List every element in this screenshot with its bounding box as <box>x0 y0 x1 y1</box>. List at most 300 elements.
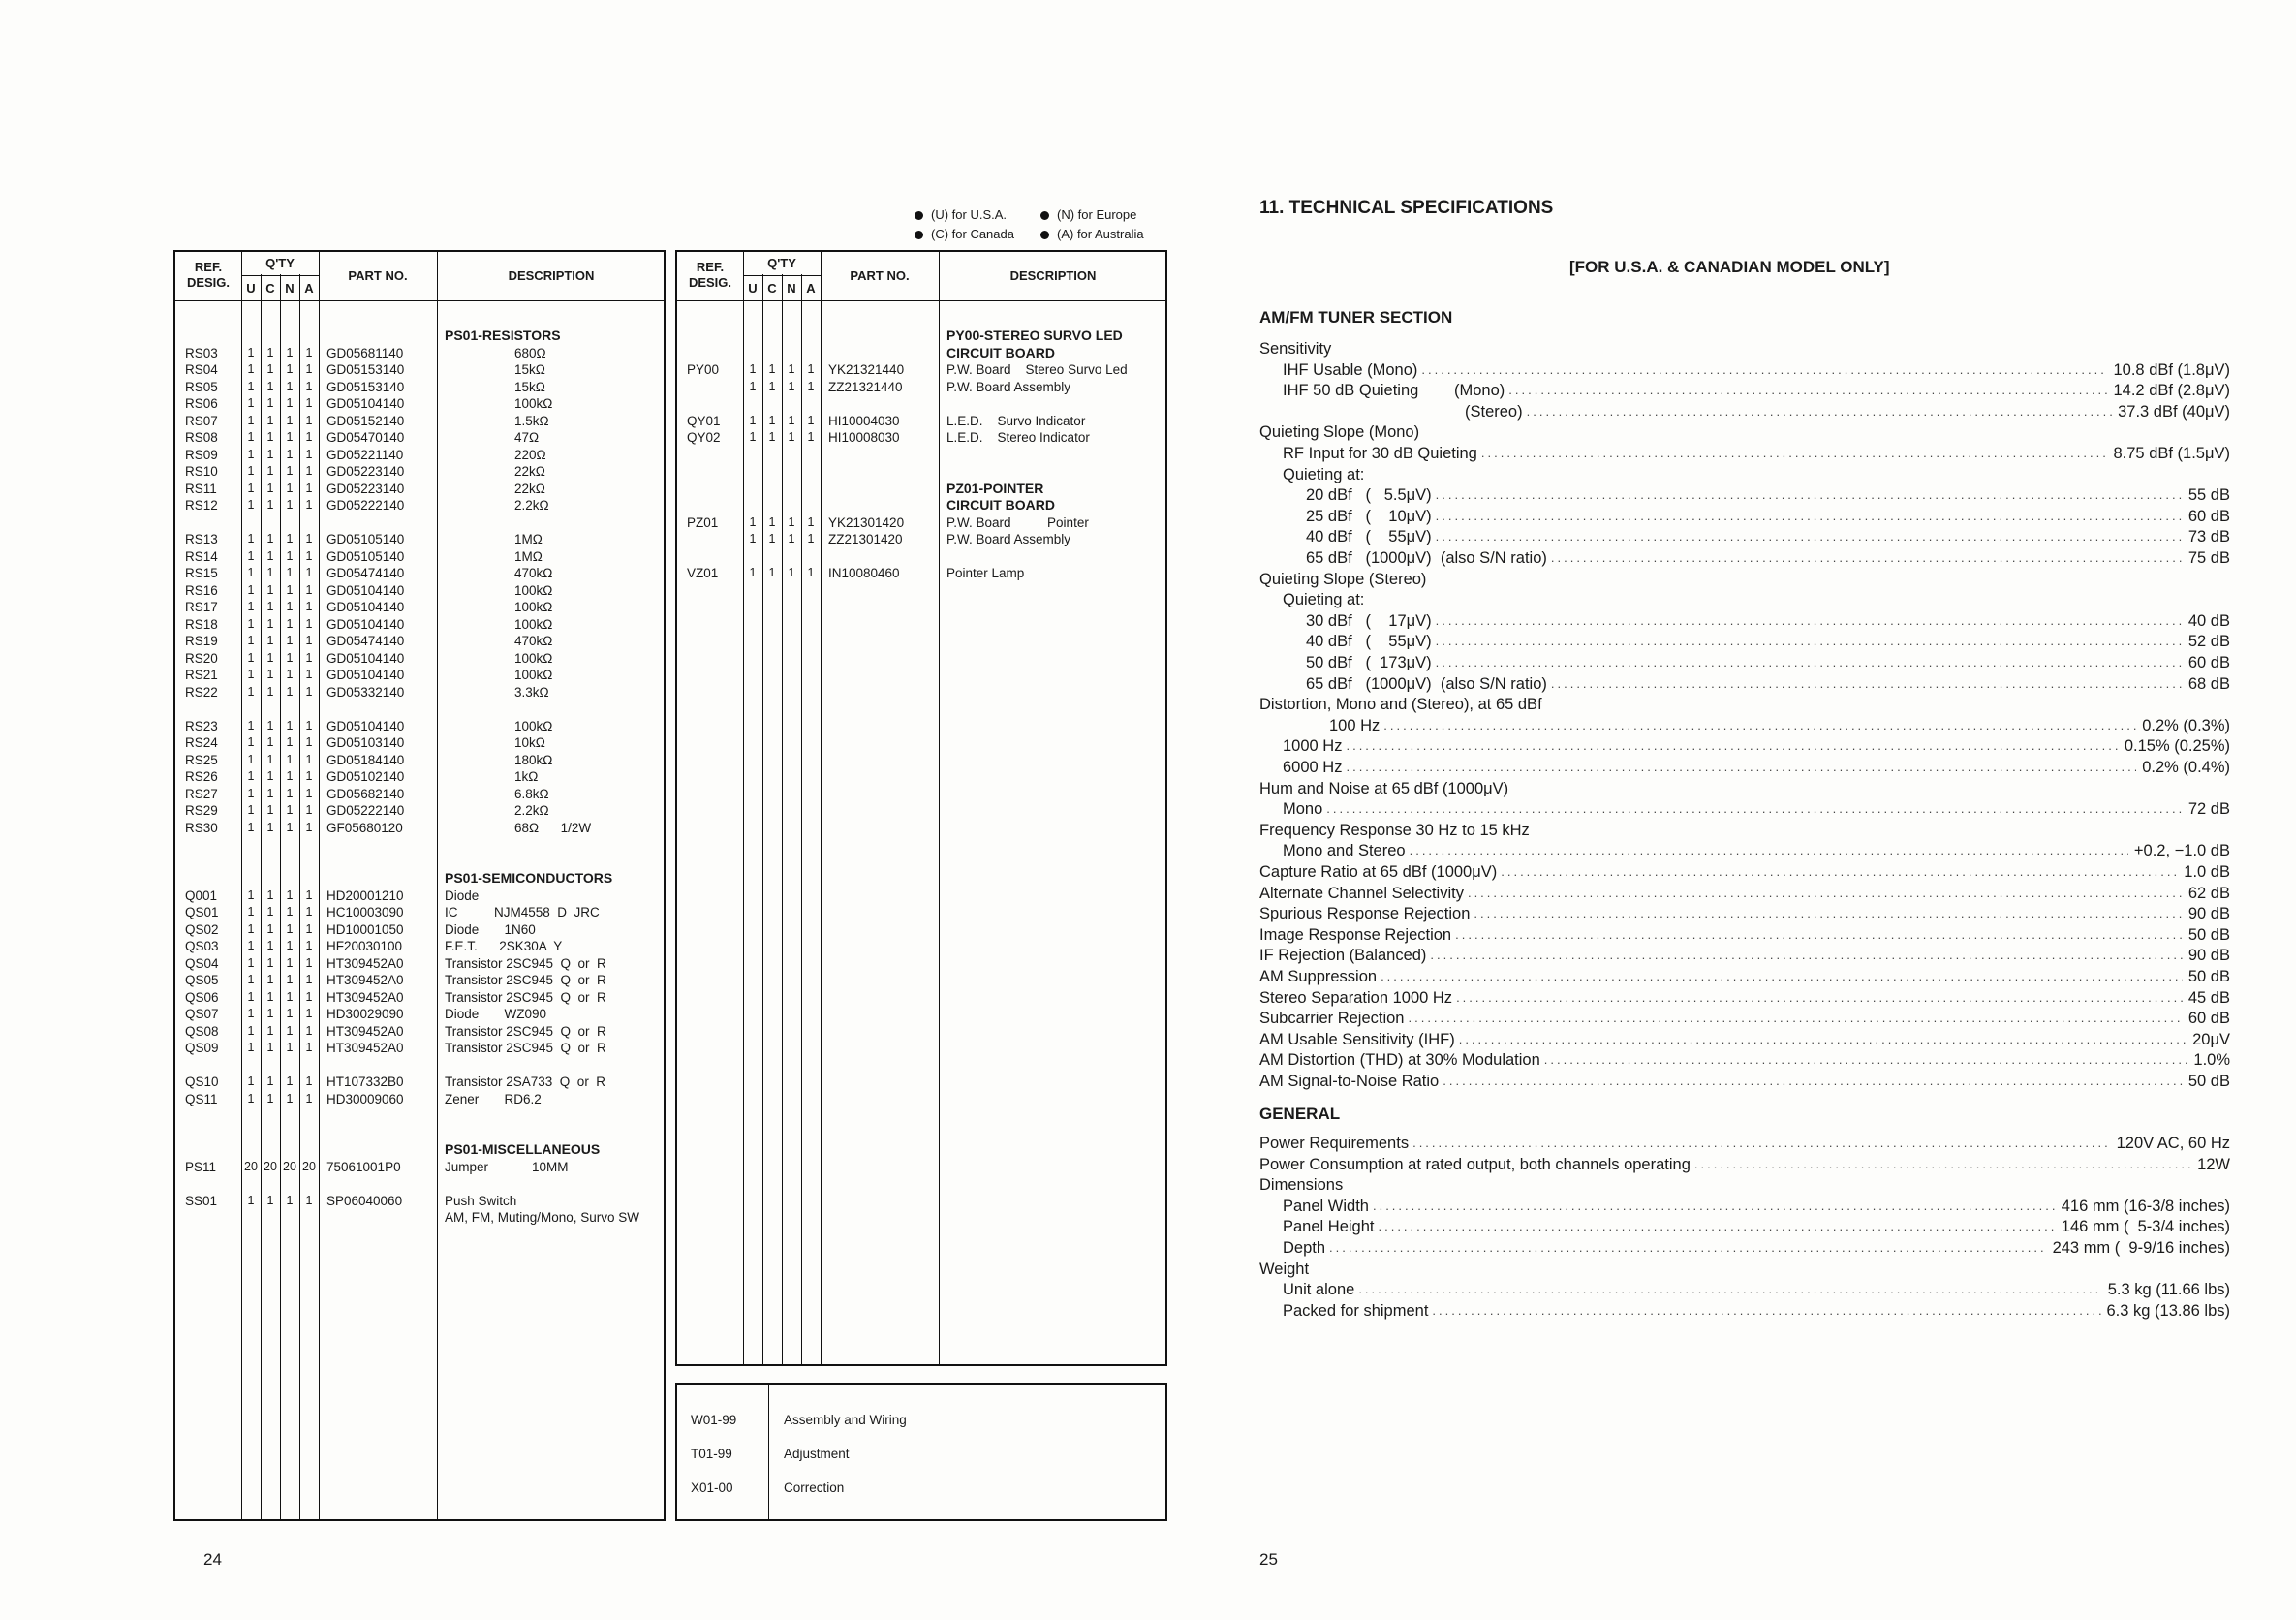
qty-value: 1 <box>305 548 313 563</box>
part-number: HI10004030 <box>828 413 900 428</box>
misc-box <box>675 1383 1167 1521</box>
ref-desig: QS06 <box>185 989 219 1005</box>
qty-value: 1 <box>247 1041 255 1054</box>
header-description: DESCRIPTION <box>1009 268 1097 283</box>
ref-desig: RS22 <box>185 684 218 700</box>
spec-label: Unit alone <box>1283 1281 1355 1299</box>
part-description: 180kΩ <box>514 752 553 767</box>
leader-dots <box>1381 967 2183 986</box>
spec-label: Dimensions <box>1259 1176 1344 1195</box>
spec-label: Depth <box>1283 1239 1326 1257</box>
qty-value: 1 <box>305 1091 313 1106</box>
part-number: GD05223140 <box>326 481 405 496</box>
qty-value: 1 <box>266 905 274 919</box>
spec-title: 11. TECHNICAL SPECIFICATIONS <box>1259 198 1554 218</box>
qty-value: 1 <box>305 820 313 834</box>
spec-subtitle: [FOR U.S.A. & CANADIAN MODEL ONLY] <box>1569 258 1890 276</box>
qty-value: 1 <box>266 345 274 359</box>
part-number: GD05221140 <box>326 447 404 462</box>
part-description: Zener RD6.2 <box>445 1091 542 1106</box>
part-description: 6.8kΩ <box>514 786 549 801</box>
part-number: HF20030100 <box>326 939 403 953</box>
qty-value: 1 <box>266 955 274 970</box>
leader-dots <box>1373 1197 2056 1216</box>
ref-desig: QS01 <box>185 905 219 919</box>
ref-desig: RS26 <box>185 769 218 784</box>
qty-value: 1 <box>768 566 776 579</box>
qty-value: 1 <box>266 888 274 902</box>
qty-value: 1 <box>286 668 294 681</box>
part-number: GD05104140 <box>326 668 405 682</box>
leader-dots <box>1443 1072 2183 1091</box>
spec-label: Mono and Stereo <box>1283 842 1406 860</box>
spec-label: 6000 Hz <box>1283 759 1343 776</box>
qty-value: 1 <box>305 921 313 936</box>
leader-dots <box>1551 674 2183 694</box>
ref-desig: RS30 <box>185 820 218 835</box>
spec-line <box>1259 548 2230 568</box>
qty-value: 1 <box>305 566 313 579</box>
bullet-icon <box>1040 211 1049 220</box>
part-description: 1.5kΩ <box>514 413 549 428</box>
ref-desig: RS13 <box>185 532 218 546</box>
qty-value: 1 <box>305 362 313 376</box>
leader-dots <box>1410 841 2128 860</box>
misc-desc: Adjustment <box>784 1447 850 1461</box>
qty-value: 1 <box>768 514 776 529</box>
qty-value: 1 <box>286 430 294 444</box>
spec-label: Quieting Slope (Mono) <box>1259 423 1420 442</box>
part-description: 100kΩ <box>514 718 553 733</box>
misc-code: X01-00 <box>691 1480 733 1495</box>
part-number: GD05105140 <box>326 532 405 546</box>
parts-table-right <box>675 250 1167 1366</box>
spec-label: (Stereo) <box>1465 402 1523 421</box>
qty-value: 1 <box>266 668 274 681</box>
part-description: 220Ω <box>514 447 546 462</box>
spec-label: Weight <box>1259 1260 1310 1278</box>
qty-value: 1 <box>266 769 274 783</box>
spec-value: 55 dB <box>2187 486 2230 505</box>
part-description: 15kΩ <box>514 362 545 377</box>
qty-value: 1 <box>266 498 274 512</box>
part-number: HC10003090 <box>326 905 404 919</box>
qty-value: 1 <box>305 481 313 495</box>
bullet-icon <box>915 231 923 239</box>
qty-value: 1 <box>749 413 757 427</box>
spec-line <box>1259 1072 2230 1091</box>
part-description: L.E.D. Survo Indicator <box>946 413 1086 428</box>
spec-line <box>1259 946 2230 965</box>
spec-label: Quieting at: <box>1283 465 1365 483</box>
qty-value: 1 <box>768 413 776 427</box>
header-qty-a: A <box>304 281 314 296</box>
spec-label: AM Suppression <box>1259 968 1378 985</box>
spec-line <box>1259 988 2230 1008</box>
part-number: GD05152140 <box>326 413 405 428</box>
spec-value: 90 dB <box>2187 905 2230 923</box>
part-description: Jumper 10MM <box>445 1159 569 1174</box>
qty-value: 1 <box>247 616 255 631</box>
qty-value: 1 <box>247 735 255 749</box>
part-description: 100kΩ <box>514 668 553 682</box>
qty-value: 1 <box>286 464 294 478</box>
leader-dots <box>1329 1238 2047 1258</box>
qty-value: 1 <box>266 939 274 952</box>
part-number: GD05153140 <box>326 362 405 377</box>
qty-value: 1 <box>266 481 274 495</box>
qty-value: 1 <box>266 752 274 766</box>
qty-value: 1 <box>266 973 274 986</box>
qty-value: 1 <box>247 1007 255 1020</box>
ref-desig: QS03 <box>185 939 219 953</box>
leader-dots <box>1378 1217 2055 1236</box>
qty-value: 1 <box>266 582 274 597</box>
qty-value: 1 <box>247 1193 255 1207</box>
spec-line <box>1259 1301 2230 1321</box>
qty-value: 1 <box>247 752 255 766</box>
spec-label: Hum and Noise at 65 dBf (1000μV) <box>1259 779 1509 797</box>
part-number: HD30029090 <box>326 1007 404 1021</box>
ref-desig: RS19 <box>185 634 218 648</box>
spec-value: 62 dB <box>2187 884 2230 902</box>
part-description: 3.3kΩ <box>514 684 549 700</box>
ref-desig: VZ01 <box>687 566 719 580</box>
part-number: ZZ21301420 <box>828 532 903 546</box>
spec-line <box>1259 570 2230 589</box>
spec-label: AM Usable Sensitivity (IHF) <box>1259 1030 1455 1048</box>
leader-dots <box>1544 1050 2188 1070</box>
part-number: HI10008030 <box>828 430 900 445</box>
misc-code: W01-99 <box>691 1413 737 1427</box>
ref-desig: RS21 <box>185 668 218 682</box>
spec-value: 60 dB <box>2187 507 2230 525</box>
leader-dots <box>1481 444 2108 463</box>
part-number: GD05332140 <box>326 684 405 700</box>
spec-line <box>1259 1155 2230 1174</box>
spec-label: Subcarrier Rejection <box>1259 1010 1405 1028</box>
qty-value: 20 <box>283 1159 296 1173</box>
leader-dots <box>1346 758 2136 777</box>
qty-value: 1 <box>768 532 776 545</box>
header-qty-u: U <box>748 281 758 296</box>
spec-line <box>1259 507 2230 526</box>
part-number: HT309452A0 <box>326 1023 404 1039</box>
qty-value: 1 <box>247 1023 255 1038</box>
qty-value: 1 <box>286 532 294 545</box>
qty-value: 1 <box>266 447 274 461</box>
part-number: YK21321440 <box>828 362 905 377</box>
spec-value: 60 dB <box>2187 654 2230 671</box>
spec-label: RF Input for 30 dB Quieting <box>1283 445 1477 462</box>
part-number: GD05104140 <box>326 396 405 411</box>
spec-line <box>1259 841 2230 860</box>
spec-value: 73 dB <box>2187 528 2230 546</box>
spec-line <box>1259 716 2230 735</box>
ref-desig: RS16 <box>185 582 218 598</box>
leader-dots <box>1436 485 2183 505</box>
leader-dots <box>1436 611 2183 631</box>
part-number: GD05103140 <box>326 735 405 750</box>
qty-value: 1 <box>247 447 255 461</box>
part-number: GD05681140 <box>326 345 404 360</box>
part-number: HT107332B0 <box>326 1075 404 1089</box>
spec-label: IHF Usable (Mono) <box>1283 360 1418 379</box>
qty-value: 1 <box>247 921 255 936</box>
qty-value: 1 <box>286 582 294 597</box>
ref-desig: QS07 <box>185 1007 219 1021</box>
spec-list-tuner <box>1259 339 2230 1095</box>
spec-label: AM Signal-to-Noise Ratio <box>1259 1073 1440 1090</box>
qty-value: 1 <box>266 532 274 545</box>
qty-value: 1 <box>305 1023 313 1038</box>
qty-value: 1 <box>807 514 815 529</box>
ref-desig: QS11 <box>185 1091 218 1106</box>
spec-label: 25 dBf ( 10μV) <box>1306 507 1432 525</box>
leader-dots <box>1459 1030 2187 1049</box>
qty-value: 1 <box>807 532 815 545</box>
part-description: L.E.D. Stereo Indicator <box>946 430 1090 445</box>
qty-value: 1 <box>305 464 313 478</box>
part-description: 68Ω 1/2W <box>514 820 592 835</box>
qty-value: 1 <box>247 430 255 444</box>
qty-value: 1 <box>286 718 294 732</box>
qty-value: 1 <box>247 600 255 613</box>
spec-line <box>1259 360 2230 380</box>
ref-desig: RS18 <box>185 616 218 632</box>
part-description: Transistor 2SC945 Q or R <box>445 1041 606 1055</box>
spec-line <box>1259 1050 2230 1070</box>
qty-value: 1 <box>788 379 795 393</box>
spec-line <box>1259 674 2230 694</box>
part-description: 1MΩ <box>514 548 543 564</box>
qty-value: 1 <box>247 548 255 563</box>
spec-line <box>1259 862 2230 882</box>
part-number: GF05680120 <box>326 820 403 835</box>
spec-label: Quieting at: <box>1283 591 1365 609</box>
spec-label: AM Distortion (THD) at 30% Modulation <box>1259 1051 1540 1070</box>
part-description: 100kΩ <box>514 650 553 666</box>
qty-value: 1 <box>305 684 313 699</box>
spec-line <box>1259 1260 2230 1279</box>
leader-dots <box>1551 548 2183 568</box>
leader-dots <box>1383 716 2136 735</box>
part-number: GD05105140 <box>326 548 405 564</box>
spec-line <box>1259 779 2230 798</box>
part-number: GD05222140 <box>326 498 405 513</box>
qty-value: 1 <box>266 379 274 393</box>
legend-canada: (C) for Canada <box>931 227 1014 241</box>
qty-value: 1 <box>247 955 255 970</box>
qty-value: 1 <box>247 650 255 665</box>
legend-australia: (A) for Australia <box>1057 227 1144 241</box>
spec-label: IF Rejection (Balanced) <box>1259 947 1427 965</box>
spec-line <box>1259 758 2230 777</box>
part-description: F.E.T. 2SK30A Y <box>445 939 563 953</box>
part-description: 2.2kΩ <box>514 498 549 513</box>
qty-value: 1 <box>247 634 255 647</box>
spec-label: 30 dBf ( 17μV) <box>1306 611 1432 630</box>
qty-value: 1 <box>305 582 313 597</box>
qty-value: 1 <box>749 566 757 579</box>
qty-value: 1 <box>286 600 294 613</box>
qty-value: 1 <box>266 396 274 410</box>
part-number: HD10001050 <box>326 921 404 937</box>
qty-value: 1 <box>286 888 294 902</box>
qty-value: 1 <box>286 803 294 817</box>
leader-dots <box>1346 736 2118 756</box>
qty-value: 20 <box>302 1159 316 1173</box>
spec-line <box>1259 1175 2230 1195</box>
ref-desig: RS04 <box>185 362 218 377</box>
qty-value: 1 <box>286 447 294 461</box>
qty-value: 1 <box>305 634 313 647</box>
spec-line <box>1259 736 2230 756</box>
spec-label: Panel Height <box>1283 1218 1375 1236</box>
qty-value: 1 <box>247 1075 255 1088</box>
qty-value: 1 <box>305 650 313 665</box>
spec-list-general <box>1259 1134 2230 1327</box>
qty-value: 1 <box>305 1075 313 1088</box>
spec-label: 40 dBf ( 55μV) <box>1306 633 1432 651</box>
spec-line <box>1259 444 2230 463</box>
spec-value: 243 mm ( 9-9/16 inches) <box>2052 1239 2230 1257</box>
qty-value: 1 <box>305 1193 313 1207</box>
part-description: Transistor 2SA733 Q or R <box>445 1075 606 1089</box>
spec-label: 40 dBf ( 55μV) <box>1306 528 1432 546</box>
qty-value: 1 <box>286 396 294 410</box>
header-ref: REF. <box>194 260 223 274</box>
spec-label: 65 dBf (1000μV) (also S/N ratio) <box>1306 674 1547 693</box>
ref-desig: RS15 <box>185 566 218 580</box>
page-number-right: 25 <box>1259 1550 1278 1569</box>
qty-value: 1 <box>247 413 255 427</box>
qty-value: 1 <box>305 718 313 732</box>
ref-desig: RS25 <box>185 752 218 767</box>
qty-value: 1 <box>788 566 795 579</box>
qty-value: 1 <box>266 1091 274 1106</box>
spec-label: Sensitivity <box>1259 340 1332 358</box>
qty-value: 1 <box>305 447 313 461</box>
part-number: SP06040060 <box>326 1193 403 1208</box>
spec-line <box>1259 485 2230 505</box>
spec-label: Distortion, Mono and (Stereo), at 65 dBf <box>1259 696 1542 714</box>
spec-section-general: GENERAL <box>1259 1105 1341 1123</box>
qty-value: 1 <box>788 514 795 529</box>
qty-value: 1 <box>247 1091 255 1106</box>
qty-value: 1 <box>266 430 274 444</box>
qty-value: 1 <box>286 1041 294 1054</box>
parts-table-left <box>173 250 666 1521</box>
header-ref: REF. <box>696 260 725 274</box>
part-number: GD05223140 <box>326 464 405 479</box>
qty-value: 1 <box>286 362 294 376</box>
header-qty-u: U <box>246 281 256 296</box>
leader-dots <box>1432 1301 2100 1321</box>
qty-value: 1 <box>266 566 274 579</box>
qty-value: 1 <box>305 955 313 970</box>
ref-desig: PS11 <box>185 1159 217 1174</box>
qty-value: 1 <box>286 413 294 427</box>
qty-value: 1 <box>286 786 294 800</box>
qty-value: 1 <box>286 1193 294 1207</box>
part-number: HD30009060 <box>326 1091 404 1106</box>
spec-line <box>1259 402 2230 421</box>
part-description: P.W. Board Assembly <box>946 379 1071 394</box>
qty-value: 1 <box>286 684 294 699</box>
header-part-no: PART NO. <box>348 268 408 283</box>
qty-value: 1 <box>807 379 815 393</box>
qty-value: 1 <box>305 430 313 444</box>
spec-label: Packed for shipment <box>1283 1301 1429 1320</box>
part-number: YK21301420 <box>828 514 905 530</box>
qty-value: 1 <box>266 634 274 647</box>
spec-value: 6.3 kg (13.86 lbs) <box>2106 1301 2230 1320</box>
qty-value: 1 <box>305 939 313 952</box>
header-qty-n: N <box>787 281 796 296</box>
spec-value: 0.2% (0.3%) <box>2142 716 2230 734</box>
spec-value: 75 dB <box>2187 549 2230 567</box>
qty-value: 1 <box>247 582 255 597</box>
qty-value: 1 <box>286 1091 294 1106</box>
spec-value: 68 dB <box>2187 674 2230 693</box>
spec-line <box>1259 1238 2230 1258</box>
part-description: IC NJM4558 D JRC <box>445 905 600 919</box>
spec-line <box>1259 611 2230 631</box>
qty-value: 1 <box>247 345 255 359</box>
leader-dots <box>1468 884 2183 903</box>
part-description: P.W. Board Pointer <box>946 514 1089 530</box>
qty-value: 1 <box>807 362 815 376</box>
spec-line <box>1259 1134 2230 1153</box>
ref-desig: PY00 <box>687 362 720 377</box>
part-number: GD05104140 <box>326 650 405 666</box>
qty-value: 1 <box>247 803 255 817</box>
part-number: HT309452A0 <box>326 989 404 1005</box>
qty-value: 1 <box>305 668 313 681</box>
misc-desc: Assembly and Wiring <box>784 1413 907 1427</box>
ref-desig: SS01 <box>185 1193 218 1208</box>
qty-value: 1 <box>286 955 294 970</box>
part-number: GD05104140 <box>326 616 405 632</box>
spec-line <box>1259 1197 2230 1216</box>
ref-desig: RS12 <box>185 498 218 513</box>
part-number: GD05184140 <box>326 752 405 767</box>
ref-desig: PZ01 <box>687 514 719 530</box>
qty-value: 1 <box>286 548 294 563</box>
qty-value: 1 <box>788 362 795 376</box>
qty-value: 1 <box>286 1023 294 1038</box>
leader-dots <box>1474 904 2182 923</box>
qty-value: 1 <box>286 820 294 834</box>
qty-value: 1 <box>266 735 274 749</box>
part-number: GD05470140 <box>326 430 405 445</box>
qty-value: 1 <box>247 684 255 699</box>
part-number: GD05104140 <box>326 600 405 614</box>
leader-dots <box>1527 402 2112 421</box>
ref-desig: QY01 <box>687 413 721 428</box>
part-description: 470kΩ <box>514 634 553 648</box>
qty-value: 1 <box>266 464 274 478</box>
leader-dots <box>1430 946 2182 965</box>
qty-value: 1 <box>305 379 313 393</box>
spec-value: 12W <box>2197 1155 2230 1173</box>
spec-label: 65 dBf (1000μV) (also S/N ratio) <box>1306 549 1547 567</box>
ref-desig: RS17 <box>185 600 218 614</box>
part-description: 2.2kΩ <box>514 803 549 818</box>
spec-line <box>1259 967 2230 986</box>
ref-desig: Q001 <box>185 888 218 903</box>
